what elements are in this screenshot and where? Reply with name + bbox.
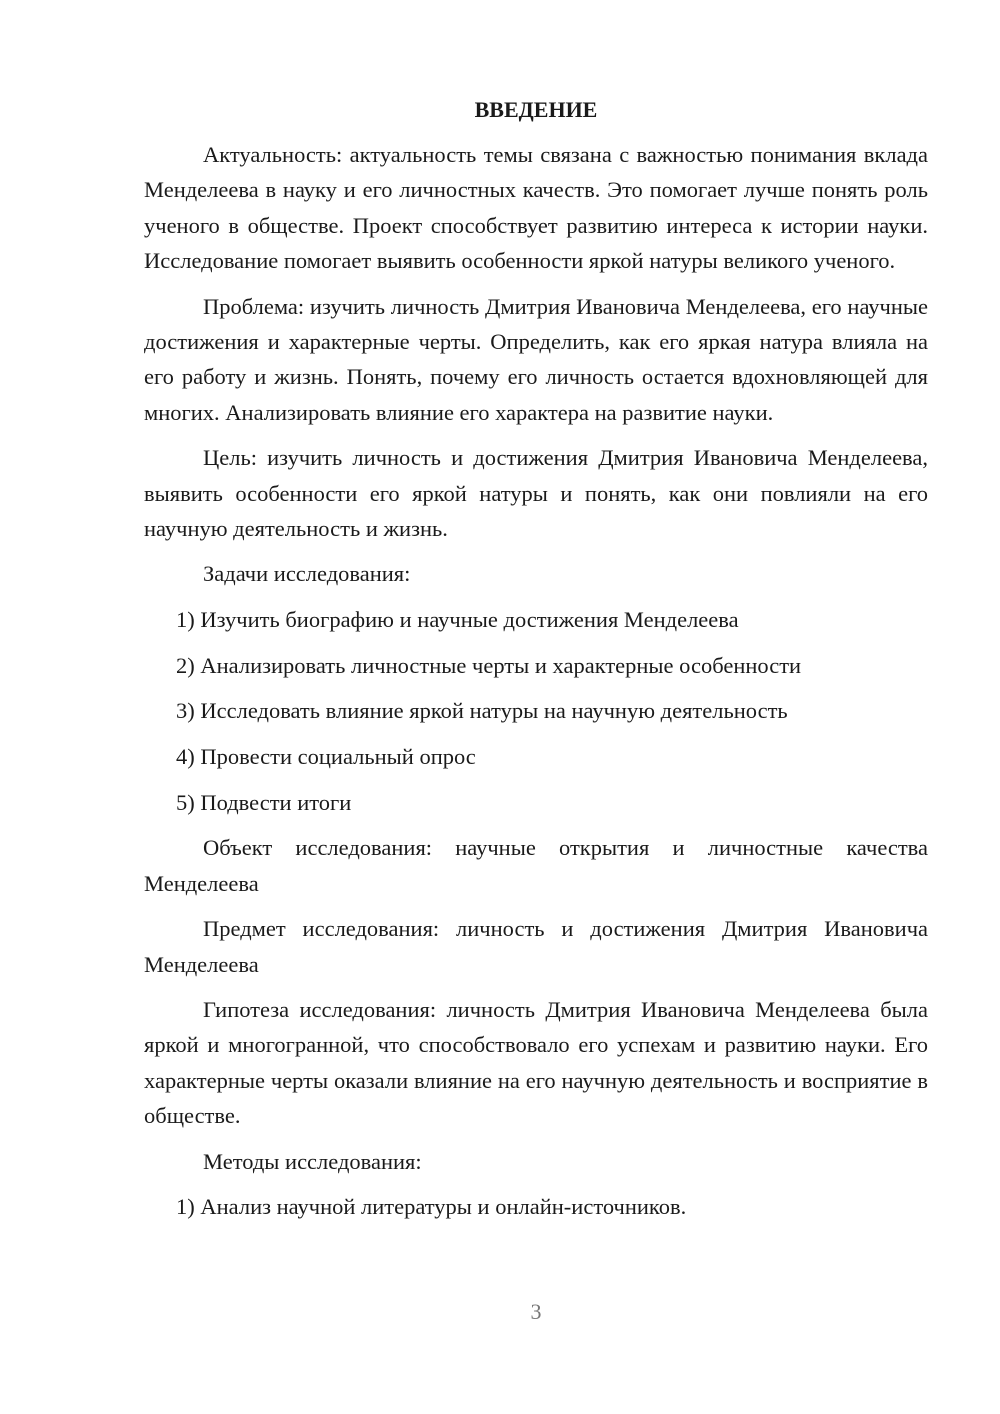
page-number: 3 [530,1299,542,1324]
document-page [144,95,928,1235]
list-item: 3) Исследовать влияние яркой натуры на научную деятельность [176,698,788,724]
hypothesis-paragraph: Гипотеза исследования: личность Дмитрия Ивановича Менделеева была яркой и многогранной, что способствовало его успехам и развитию науки. Его характерные черты оказали влияние на его научную деятельность и восприятие в обществе. [144,997,928,1129]
relevance-paragraph: Актуальность: актуальность темы связана с важностью понимания вклада Менделеева в науку и его личностных качеств. Это помогает лучше понять роль ученого в обществе. Проект способствует развитию интереса к истории науки. Исследование помогает выявить особенности яркой натуры великого ученого. [144,142,928,274]
goal-paragraph: Цель: изучить личность и достижения Дмитрия Ивановича Менделеева, выявить особенности его яркой натуры и понять, как они повлияли на его научную деятельность и жизнь. [144,445,928,542]
object-paragraph: Объект исследования: научные открытия и личностные качества Менделеева [144,835,928,896]
list-item: 1) Изучить биографию и научные достижения Менделеева [176,606,739,632]
subject-paragraph: Предмет исследования: личность и достижения Дмитрия Ивановича Менделеева [144,916,928,977]
list-item: 1) Анализ научной литературы и онлайн-источников. [176,1194,687,1220]
list-item: 2) Анализировать личностные черты и характерные особенности [176,652,802,678]
problem-paragraph: Проблема: изучить личность Дмитрия Ивановича Менделеева, его научные достижения и характерные черты. Определить, как его яркая натура влияла на его работу и жизнь. Понять, почему его личность остается вдохновляющей для многих. Анализировать влияние его характера на развитие науки. [144,293,928,425]
list-item: 5) Подвести итоги [176,789,352,815]
tasks-list [144,602,928,820]
methods-title: Методы исследования: [203,1148,422,1174]
list-item: 4) Провести социальный опрос [176,743,476,769]
tasks-title: Задачи исследования: [203,561,411,587]
section-heading: ВВЕДЕНИЕ [474,97,598,122]
methods-list [144,1189,928,1224]
